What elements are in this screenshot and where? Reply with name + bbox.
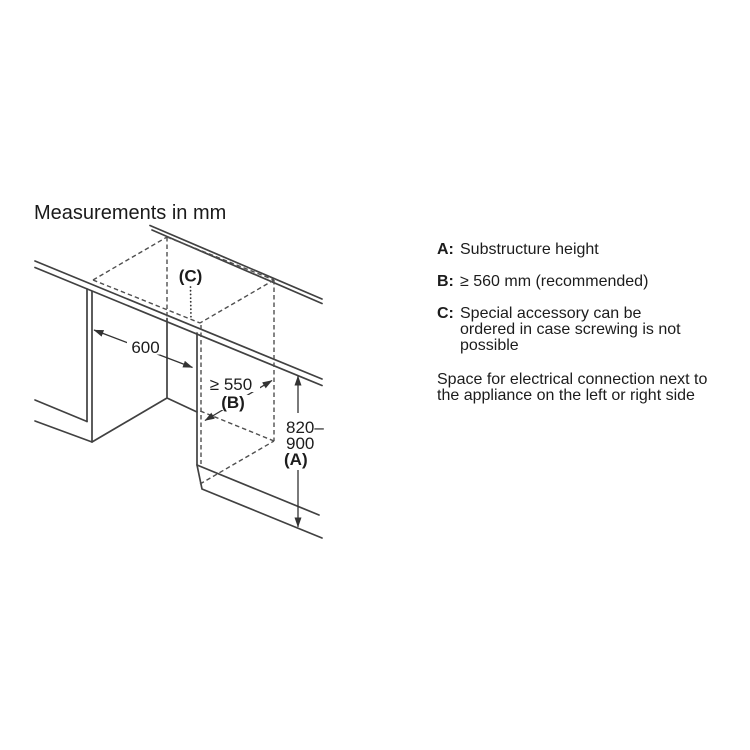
- accessory-label: (C): [178, 266, 203, 286]
- legend: [437, 242, 729, 404]
- accessory-dotted-pointer: [191, 287, 192, 319]
- dimension-width-600: [94, 330, 193, 368]
- legend-item-b: [437, 274, 729, 290]
- electrical-connection-note: Space for electrical connection next to the appliance on the left or right side: [437, 371, 708, 404]
- legend-key-a: A:: [437, 241, 454, 258]
- height-dimension-label-1: 820–: [286, 418, 324, 437]
- appliance-bottom-face: [199, 411, 274, 485]
- depth-key-label: (B): [221, 393, 245, 412]
- legend-item-c: [437, 306, 729, 354]
- height-dimension-label-2: 900: [286, 434, 315, 453]
- plinth-and-floor-lines: [197, 465, 322, 538]
- height-key-label: (A): [284, 450, 308, 469]
- depth-dimension-label: ≥ 550: [209, 375, 253, 394]
- legend-key-c: C:: [437, 305, 454, 322]
- cabinet-plinth-lines: [35, 400, 92, 442]
- page-title: Measurements in mm: [34, 202, 227, 224]
- dimension-depth-550: [203, 375, 272, 421]
- worktop-back-edge: [150, 226, 322, 304]
- cabinet-front-edge: [87, 289, 92, 442]
- legend-text-c: Special accessory can be ordered in case screwing is not possible: [460, 305, 681, 354]
- dimension-height-820-900: [284, 376, 324, 527]
- legend-text-a: Substructure height: [460, 241, 599, 258]
- legend-text-b: ≥ 560 mm (recommended): [460, 273, 649, 290]
- legend-item-a: [437, 242, 729, 258]
- legend-key-b: B:: [437, 273, 454, 290]
- width-dimension-label: 600: [131, 338, 160, 357]
